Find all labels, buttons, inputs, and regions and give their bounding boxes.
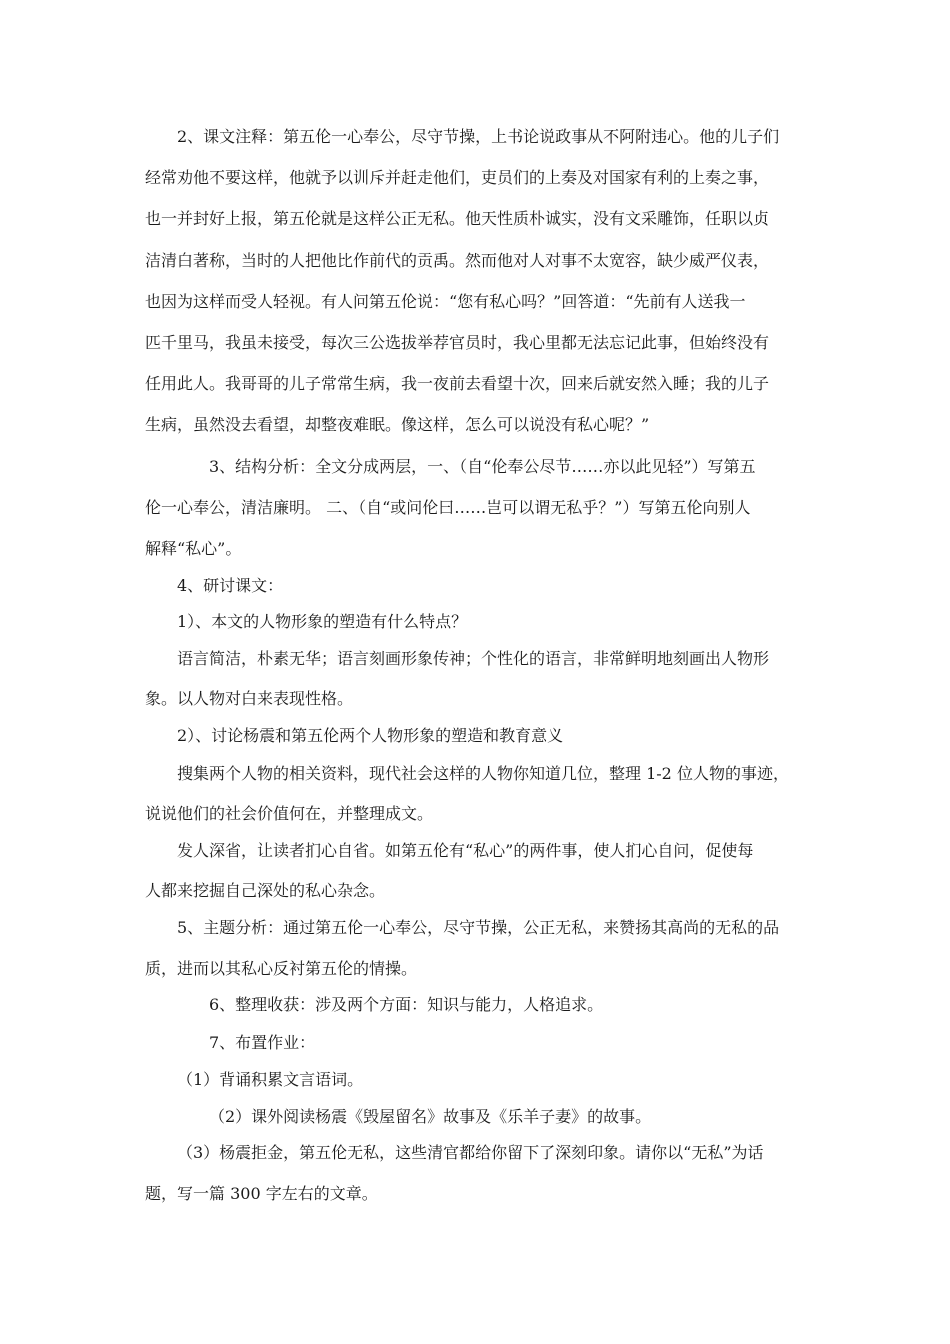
paragraph-line: 经常劝他不要这样，他就予以训斥并赶走他们，吏员们的上奏及对国家有利的上奏之事， [145,168,770,187]
paragraph-line: 2、课文注释：第五伦一心奉公，尽守节操，上书论说政事从不阿附违心。他的儿子们 [177,127,780,146]
section-heading: 7、布置作业： [209,1033,316,1052]
question-heading: 2）、讨论杨震和第五伦两个人物形象的塑造和教育意义 [177,726,564,745]
paragraph-line: 伦一心奉公，清洁廉明。 二、（自“或问伦曰……岂可以谓无私乎？”）写第五伦向别人 [145,498,751,517]
question-heading: 1）、本文的人物形象的塑造有什么特点？ [177,612,468,631]
section-heading: 4、研讨课文： [177,576,284,595]
paragraph-line: 5、主题分析：通过第五伦一心奉公，尽守节操，公正无私，来赞扬其高尚的无私的品 [177,918,780,937]
paragraph-line: 生病，虽然没去看望，却整夜难眠。像这样，怎么可以说没有私心呢？” [145,415,650,434]
paragraph-line: 说说他们的社会价值何在，并整理成文。 [145,804,434,823]
paragraph-line: 质，进而以其私心反衬第五伦的情操。 [145,959,418,978]
paragraph-line: 6、整理收获：涉及两个方面：知识与能力，人格追求。 [209,995,604,1014]
paragraph-line: 发人深省，让读者扪心自省。如第五伦有“私心”的两件事，使人扪心自问，促使每 [177,841,754,860]
paragraph-line: 搜集两个人物的相关资料，现代社会这样的人物你知道几位，整理 1-2 位人物的事迹， [177,764,789,783]
paragraph-line: 解释“私心”。 [145,539,242,558]
paragraph-line: 匹千里马，我虽未接受，每次三公选拔举荐官员时，我心里都无法忘记此事，但始终没有 [145,333,770,352]
paragraph-line: 也一并封好上报，第五伦就是这样公正无私。他天性质朴诚实，没有文采雕饰，任职以贞 [145,209,770,228]
paragraph-line: 人都来挖掘自己深处的私心杂念。 [145,881,386,900]
paragraph-line: 洁清白著称，当时的人把他比作前代的贡禹。然而他对人对事不太宽容，缺少威严仪表， [145,251,770,270]
paragraph-line: 题，写一篇 300 字左右的文章。 [145,1184,378,1203]
paragraph-line: 语言简洁，朴素无华；语言刻画形象传神；个性化的语言，非常鲜明地刻画出人物形 [177,649,770,668]
paragraph-line: 象。以人物对白来表现性格。 [145,689,354,708]
paragraph-line: 任用此人。我哥哥的儿子常常生病，我一夜前去看望十次，回来后就安然入睡；我的儿子 [145,374,770,393]
paragraph-line: 也因为这样而受人轻视。有人问第五伦说：“您有私心吗？”回答道：“先前有人送我一 [145,292,746,311]
homework-item: （1）背诵积累文言语词。 [177,1070,364,1089]
homework-item: （3）杨震拒金，第五伦无私，这些清官都给你留下了深刻印象。请你以“无私”为话 [177,1143,764,1162]
homework-item: （2）课外阅读杨震《毁屋留名》故事及《乐羊子妻》的故事。 [209,1107,652,1126]
paragraph-line: 3、结构分析：全文分成两层，一、（自“伦奉公尽节……亦以此见轻”）写第五 [209,457,756,476]
